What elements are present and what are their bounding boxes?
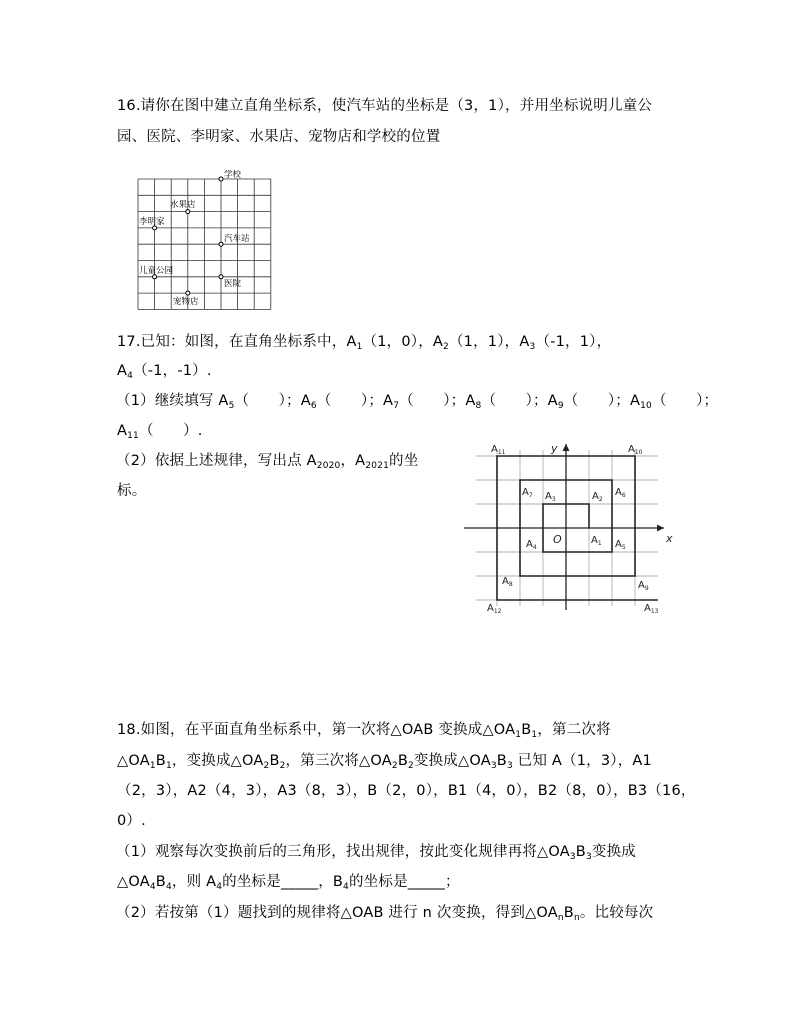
fruit-shop-label: 水果店: [170, 200, 196, 210]
q18-line-3: （2，3），A2（4，3），A3（8，3），B（2，0），B1（4，0），B2（8，0），B3（16，: [117, 783, 696, 799]
q16-line-2: 园、医院、李明家、水果店、宠物店和学校的位置: [117, 129, 441, 145]
label-a2: $A_2$: [592, 491, 603, 503]
label-a9: $A_9$: [638, 580, 649, 592]
label-a13: $A_{13}$: [644, 603, 659, 615]
label-a4: $A_4$: [526, 539, 537, 551]
label-a8: $A_8$: [502, 576, 513, 588]
q17-part-2: （2）依据上述规律，写出点 $A_{2020}$，$A_{2021}$的坐: [116, 453, 419, 471]
school-label: 学校: [224, 170, 242, 180]
x-axis-label: x: [666, 532, 673, 545]
bus-station-point: [219, 242, 223, 246]
q17-part-2-cont: 标。: [117, 483, 147, 499]
label-a1: $A_1$: [591, 535, 602, 547]
q17-part-1-cont: $A_{11}$（ ）.: [117, 423, 203, 441]
q18-line-6: $\triangle OA_4B_4$，则 $A_4$的坐标是_____，$B_4$的坐标是_____；: [117, 874, 460, 892]
pet-shop-label: 宠物店: [173, 297, 199, 307]
pet-shop-point: [186, 291, 190, 295]
y-axis-label: y: [551, 442, 558, 455]
label-a10: $A_{10}$: [628, 444, 643, 456]
q17-line-2: $A_4(-1$，-1）.: [117, 363, 212, 381]
q17-part-1: （1）继续填写 $A_5$（ ）；$A_6$（ ）；$A_7$（ ）；$A_8$（ ）；$A_9$（ ）；$A_{10}$（ ）；: [116, 393, 719, 411]
q18-line-7: （2）若按第（1）题找到的规律将△OAB 进行 n 次变换，得到$\triangle OA_nB_n$。比较每次: [116, 905, 654, 923]
label-a3: $A_3$: [545, 491, 556, 503]
liming-home-label: 李明家: [139, 217, 165, 227]
school-point: [219, 177, 223, 181]
x-axis-arrow-icon: [657, 525, 664, 532]
q18-line-4: 0）.: [117, 813, 146, 829]
hospital-point: [219, 275, 223, 279]
label-a5: $A_5$: [615, 539, 626, 551]
label-a12: $A_{12}$: [487, 603, 502, 615]
q18-line-1: 18.如图，在平面直角坐标系中，第一次将△OAB 变换成$\triangle OA_1B_1$，第二次将: [117, 722, 611, 740]
q18-line-5: （1）观察每次变换前后的三角形，找出规律，按此变化规律再将$\triangle OA_3B_3$变换成: [116, 844, 636, 862]
origin-label: O: [553, 533, 562, 546]
q17-square-spiral-figure: [458, 434, 680, 620]
hospital-label: 医院: [224, 279, 242, 289]
q16-line-1: 16.请你在图中建立直角坐标系，使汽车站的坐标是（3，1），并用坐标说明儿童公: [117, 98, 653, 114]
q18-line-2: $\triangle OA_1B_1$，变换成$\triangle OA_2B_2$，第三次将$\triangle OA_2B_2$变换成$\triangle OA_3B_3$ 已知 A（1，3），A1: [117, 753, 652, 771]
label-a6: $A_6$: [615, 487, 626, 499]
bus-station-label: 汽车站: [224, 234, 250, 244]
fruit-shop-point: [186, 210, 190, 214]
y-axis-arrow-icon: [563, 444, 570, 451]
children-park-label: 儿童公园: [139, 266, 174, 276]
label-a7: $A_7$: [522, 487, 533, 499]
label-a11: $A_{11}$: [491, 444, 506, 456]
q16-grid-figure: [136, 170, 276, 312]
q17-line-1: 17.已知：如图，在直角坐标系中，$A_1(1$，0），$A_2(1$，1），$A_3(-1$，1），: [117, 334, 612, 352]
